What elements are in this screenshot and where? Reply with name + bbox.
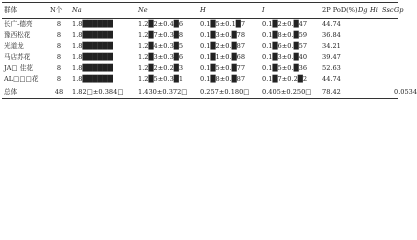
table-cell [368,85,380,99]
table-cell: 48 [48,85,70,99]
table-cell: 44.74 [322,20,341,29]
table-cell: JA□ 佳花 [4,64,33,73]
table-cell [380,63,392,74]
header-cell: Hi [368,3,380,19]
table-cell [356,85,368,99]
header-cell: 2P PoD(%) [320,3,356,19]
table-cell: 0.0534 [392,85,398,99]
table-row [2,63,398,74]
table-cell: 1.8██████ [72,42,113,51]
table-cell [380,74,392,85]
table-cell: 1.2█4±0.3█5 [138,42,184,51]
table-cell [368,74,380,85]
table-cell [392,41,398,52]
table-cell [392,30,398,41]
table-cell: AL□□□花 [4,75,39,84]
header-cell: Gp [392,3,398,19]
table-cell: 0.1█8±0.█59 [262,31,308,40]
table-cell: 0.1█2±0.█47 [262,20,308,29]
table-cell: 0.1█6±0.█57 [262,42,308,51]
table-cell: 1.8██████ [72,20,113,29]
table-cell: 0.1█3±0.█78 [200,31,246,40]
table-row [2,52,398,63]
table-cell: 0.1█1±0.█68 [200,53,246,62]
table-cell: 0.1█2±0.█87 [200,42,246,51]
table-row [2,41,398,52]
table-cell: 总体 [2,85,48,99]
table-cell [380,41,392,52]
table-cell: 52.63 [322,64,341,73]
table-cell [392,19,398,31]
table-row [2,19,398,31]
table-cell: 39.47 [322,53,341,62]
table-cell: 1.2█5±0.3█1 [138,75,184,84]
table-cell: 8 [56,53,62,62]
table-cell [380,19,392,31]
table-cell: 1.8██████ [72,53,113,62]
table-row [2,85,398,99]
table-cell [392,52,398,63]
table-cell: 0.405±0.250□ [260,85,320,99]
table-cell: 36.84 [322,31,341,40]
table-cell: 8 [56,31,62,40]
table-cell [368,52,380,63]
table-cell: 8 [56,42,62,51]
table-cell: 8 [56,64,62,73]
table-cell: 长广-德亮 [4,20,33,29]
table-container [0,0,417,117]
table-cell: 0.1█5±0.█36 [262,64,308,73]
table-cell [380,30,392,41]
table-cell: 1.8██████ [72,31,113,40]
table-cell [380,52,392,63]
table-cell: 78.42 [320,85,356,99]
table-cell: 1.2█7±0.3█8 [138,31,184,40]
data-table [2,2,417,99]
table-cell [356,41,368,52]
table-cell: 0.1█5±0.█77 [200,64,246,73]
table-cell: 0.257±0.180□ [198,85,260,99]
table-cell: 0.1█8±0.█87 [200,75,246,84]
table-cell [368,41,380,52]
table-cell: 1.430±0.372□ [136,85,198,99]
table-cell [356,74,368,85]
table-cell [368,30,380,41]
table-cell [356,52,368,63]
header-cell: Dg [356,3,368,19]
table-cell: 34.21 [322,42,341,51]
table-cell: 0.1█3±0.█40 [262,53,308,62]
table-cell: 0.1█5±0.1█7 [200,20,246,29]
table-row [2,74,398,85]
table-cell [368,19,380,31]
table-cell [356,30,368,41]
table-cell: 8 [56,75,62,84]
table-cell [356,63,368,74]
table-cell [368,63,380,74]
table-cell: 豫西松花 [4,31,31,40]
table-cell: 8 [56,20,62,29]
header-cell: Na [70,3,136,19]
table-cell: 0.1█7±0.2█2 [262,75,308,84]
header-cell: I [260,3,320,19]
table-cell: 1.8██████ [72,75,113,84]
table-cell [392,74,398,85]
table-cell [356,19,368,31]
table-cell: 马店苏花 [4,53,31,62]
table-cell: 光道龙 [4,42,24,51]
header-cell: N个 [48,3,70,19]
table-cell: 1.8██████ [72,64,113,73]
table-cell: 1.2█3±0.3█6 [138,53,184,62]
header-cell: Ne [136,3,198,19]
header-cell: Ssc [380,3,392,19]
table-cell: 1.2█2±0.2█3 [138,64,184,73]
table-cell: 1.82□±0.384□ [70,85,136,99]
table-cell: 1.2█2±0.4█6 [138,20,184,29]
table-row [2,30,398,41]
header-row [2,3,398,19]
table-cell: 44.74 [322,75,341,84]
table-cell [392,63,398,74]
header-cell: H [198,3,260,19]
table-cell [380,85,392,99]
header-cell: 群体 [2,3,48,19]
